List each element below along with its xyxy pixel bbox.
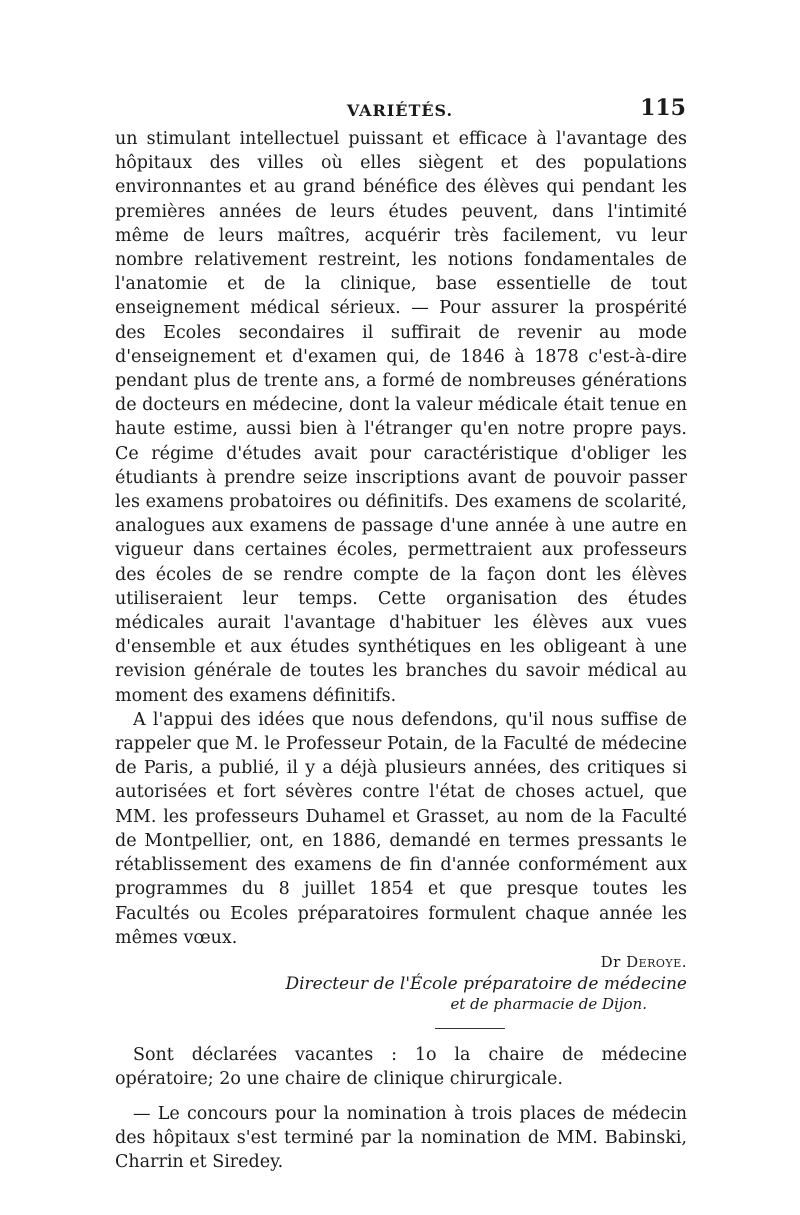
notice-paragraph-2: — Le concours pour la nomination à trois places de médecin des hôpitaux s'est terminé par la nomination de MM. Babinski, Charrin et Siredey. <box>115 1103 687 1172</box>
notice-paragraph-1: Sont déclarées vacantes : 1o la chaire de médecine opératoire; 2o une chaire de clinique chirurgicale. <box>115 1045 687 1090</box>
article-paragraph-1: un stimulant intellectuel puissant et efficace à l'avantage des hôpitaux des villes où elles siègent et des populations environnantes et au grand bénéfice des élèves qui pendant les premières années de leurs études peuvent, dans l'intimité même de leurs maîtres, acquérir très facilement, vu leur nombre relativement restreint, les notions fondamentales de l'anatomie et de la clinique, base essentielle de tout enseignement médical sérieux. — Pour assurer la prospérité des Ecoles secondaires il suffirait de revenir au mode d'enseignement et d'examen qui, de 1846 à 1878 c'est-à-dire pendant plus de trente ans, a formé de nombreuses générations de docteurs en médecine, dont la valeur médicale était tenue en haute estime, aussi bien à l'étranger qu'en notre propre pays. Ce régime d'études avait pour caractéristique d'obliger les étudiants à prendre seize inscriptions avant de pouvoir passer les examens probatoires ou définitifs. Des examens de scolarité, analogues aux examens de passage d'une année à une autre en vigueur dans certaines écoles, permettraient aux professeurs des écoles de se rendre compte de la façon dont les élèves utiliseraient leur temps. Cette organisation des études médicales aurait l'avantage d'habituer les élèves aux vues d'ensemble et aux études synthétiques en les obligeant à une revision générale de toutes les branches du savoir médical au moment des examens définitifs. <box>115 129 687 706</box>
page-number: 115 <box>640 95 686 121</box>
signature-name: Deroye. <box>626 952 687 971</box>
page-body <box>115 127 687 1174</box>
signature-title-2: et de pharmacie de Dijon. <box>450 995 647 1014</box>
running-title: VARIÉTÉS. <box>346 101 454 120</box>
article-paragraph-2: A l'appui des idées que nous defendons, qu'il nous suffise de rappeler que M. le Professeur Potain, de la Faculté de médecine de Paris, a publié, il y a déjà plusieurs années, des critiques si autorisées et fort sévères contre l'état de choses actuel, que MM. les professeurs Duhamel et Grasset, au nom de la Faculté de Montpellier, ont, en 1886, demandé en termes pressants le rétablissement des examens de fin d'année conformément aux programmes du 8 juillet 1854 et que presque toutes les Facultés ou Ecoles préparatoires formulent chaque année les mêmes vœux. <box>115 709 687 948</box>
section-divider <box>435 1028 505 1029</box>
signature <box>115 950 687 974</box>
signature-title: Directeur de l'École préparatoire de médecine <box>285 974 687 995</box>
signature-prefix: Dr <box>600 952 621 971</box>
